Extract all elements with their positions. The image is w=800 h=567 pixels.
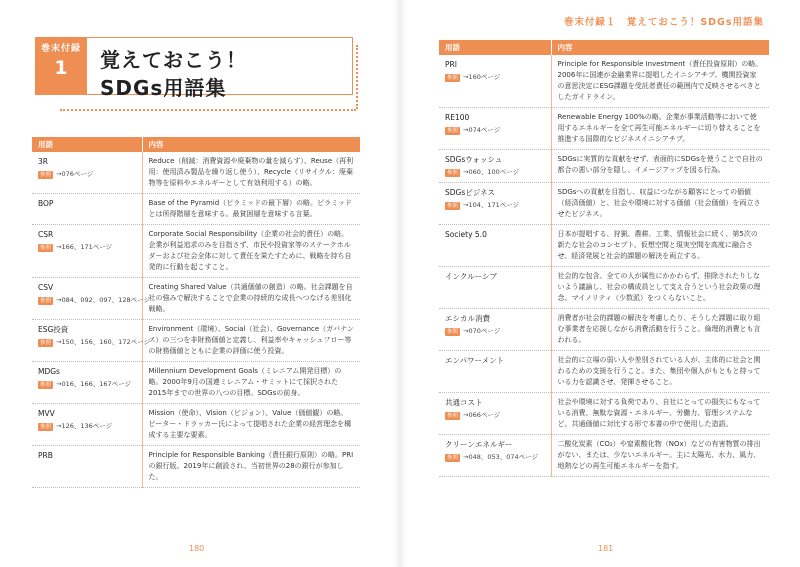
reference-badge: 参照 bbox=[447, 170, 459, 176]
glossary-row bbox=[439, 309, 769, 351]
page-reference bbox=[445, 452, 545, 463]
reference-pages: →160ページ bbox=[463, 73, 501, 81]
page-reference bbox=[445, 167, 545, 178]
term-description: SDGsへの貢献を目指し、収益につながる顧客にとっての価値（経済価値）と、社会や環境に対する価値（社会価値）を両立させたビジネス。 bbox=[557, 188, 761, 218]
glossary-term: エンパワーメント bbox=[445, 356, 505, 365]
reference-badge: 参照 bbox=[40, 382, 52, 388]
glossary-term: Society 5.0 bbox=[445, 230, 487, 239]
glossary-term: CSR bbox=[38, 230, 54, 239]
content-cell bbox=[142, 404, 360, 446]
glossary-row bbox=[32, 278, 360, 320]
content-cell bbox=[551, 150, 769, 183]
reference-pages: →016、166、167ページ bbox=[56, 380, 132, 388]
reference-badge: 参照 bbox=[447, 203, 459, 209]
content-cell bbox=[142, 152, 360, 194]
term-description: Creating Shared Value（共通価値の創造）の略。社会課題を自社の強みで解決することで企業の持続的な成長へつなげる差別化戦略。 bbox=[148, 283, 353, 313]
glossary-row bbox=[32, 320, 360, 362]
term-description: Reduce（削減：消費資源や廃棄物の量を減らす）、Reuse（再利用：使用済み製品を繰り返し使う）、Recycle（リサイクル：廃棄物等を原料やエネルギーとして有効利用する）の略。 bbox=[148, 157, 354, 187]
content-cell bbox=[551, 55, 769, 108]
glossary-row bbox=[32, 404, 360, 446]
reference-badge: 参照 bbox=[447, 455, 459, 461]
page-reference bbox=[38, 337, 150, 348]
page-number-right: 181 bbox=[598, 544, 614, 553]
page-reference bbox=[445, 72, 545, 83]
glossary-rows-left bbox=[32, 152, 360, 488]
running-head: 巻末付録１ 覚えておこう！SDGs用語集 bbox=[563, 17, 764, 28]
glossary-term: エシカル消費 bbox=[445, 314, 490, 323]
term-cell bbox=[32, 194, 142, 225]
term-description: Environment（環境）、Social（社会）、Governance（ガバナンス）の三つを非財務価値と定義し、利益率やキャッシュフロー等の財務価値とともに企業の評価に使う投資。 bbox=[148, 325, 354, 355]
content-cell bbox=[142, 320, 360, 362]
page-reference bbox=[445, 200, 545, 211]
reference-pages: →166、171ページ bbox=[56, 243, 113, 251]
reference-pages: →048、053、074ページ bbox=[463, 453, 539, 461]
page-reference bbox=[38, 295, 150, 306]
term-cell bbox=[439, 309, 551, 351]
reference-badge: 参照 bbox=[447, 128, 459, 134]
term-description: Corporate Social Responsibility（企業の社会的責任）の略。企業が利益追求のみを目指さず、市民や投資家等のステークホルダーおよび社会全体に対して責任を果たすために、戦略を持ち自発的に行動を起こすこと。 bbox=[148, 230, 352, 271]
term-cell bbox=[32, 362, 142, 404]
glossary-row bbox=[439, 435, 769, 477]
glossary-term: ESG投資 bbox=[38, 325, 69, 334]
reference-pages: →084、092、097、128ページ bbox=[56, 296, 150, 304]
glossary-row bbox=[439, 150, 769, 183]
reference-badge: 参照 bbox=[40, 298, 52, 304]
glossary-row bbox=[439, 267, 769, 309]
reference-badge: 参照 bbox=[447, 75, 459, 81]
content-column-header: 内容 bbox=[142, 137, 360, 152]
term-description: SDGsに実質的な貢献をせず、表面的にSDGsを使うことで自社の都合の悪い部分を隠し、イメージアップを図る行為。 bbox=[557, 155, 763, 174]
term-column-header: 用語 bbox=[32, 137, 142, 152]
reference-badge: 参照 bbox=[40, 172, 52, 178]
term-cell bbox=[439, 55, 551, 108]
term-description: 社会や環境に対する負荷であり、自社にとっての損失にもなっている消費、無駄な資源・エネルギー、労働力、管理システムなど。共通価値に対比する形で本書の中で使用した造語。 bbox=[557, 398, 761, 428]
glossary-row bbox=[439, 108, 769, 150]
book-gutter bbox=[394, 0, 406, 567]
page-title-line1: 覚えておこう！ bbox=[100, 48, 247, 72]
term-description: 社会的な包含。全ての人が属性にかかわらず、排除されたりしないよう議論し、社会の構成員として支え合うという社会政策の理念。マイノリティ（少数派）をつくらないこと。 bbox=[557, 272, 761, 302]
page-reference bbox=[445, 125, 545, 136]
glossary-row bbox=[439, 351, 769, 393]
page-reference bbox=[445, 326, 545, 337]
content-cell bbox=[142, 362, 360, 404]
term-cell bbox=[32, 225, 142, 278]
term-cell bbox=[32, 320, 150, 362]
term-cell bbox=[439, 435, 551, 477]
content-cell bbox=[551, 183, 769, 225]
term-cell bbox=[439, 183, 551, 225]
appendix-badge bbox=[35, 37, 87, 95]
page-reference bbox=[38, 242, 136, 253]
term-column-header: 用語 bbox=[439, 40, 551, 55]
term-cell bbox=[439, 150, 551, 183]
term-cell bbox=[439, 225, 551, 267]
content-column-header: 内容 bbox=[551, 40, 769, 55]
reference-badge: 参照 bbox=[447, 413, 459, 419]
dotted-divider-horizontal bbox=[60, 109, 356, 111]
term-description: Principle for Responsible Investment（責任投資原則）の略。2006年に国連が金融業界に提唱したイニシアチブ。機関投資家の意思決定にESG課題を受託者責任の範囲内で反映させるべきとしたガイドライン。 bbox=[557, 60, 763, 101]
glossary-table-left bbox=[32, 137, 360, 488]
reference-pages: →070ページ bbox=[463, 327, 501, 335]
term-cell bbox=[439, 393, 551, 435]
reference-badge: 参照 bbox=[40, 245, 52, 251]
glossary-term: BOP bbox=[38, 199, 54, 208]
reference-pages: →074ページ bbox=[463, 126, 501, 134]
reference-badge: 参照 bbox=[40, 340, 52, 346]
term-cell bbox=[32, 404, 142, 446]
term-description: Mission（使命）、Vision（ビジョン）、Value（価値観）の略。ピーター・ドラッカー氏によって提唱された企業の経営理念を構成する主要な要素。 bbox=[148, 409, 352, 439]
right-page bbox=[400, 0, 800, 567]
content-cell bbox=[142, 446, 360, 488]
page-reference bbox=[38, 169, 136, 180]
term-description: 社会的に立場の弱い人や差別されている人が、主体的に社会と関わるための支援を行うこと。また、集団や個人がもともと持っている力を認識させ、発揮させること。 bbox=[557, 356, 761, 386]
term-cell bbox=[32, 278, 150, 320]
glossary-term: 3R bbox=[38, 157, 48, 166]
glossary-table-right bbox=[439, 40, 769, 477]
glossary-row bbox=[439, 393, 769, 435]
page-number-left: 180 bbox=[189, 544, 205, 553]
reference-pages: →150、156、160、172ページ bbox=[56, 338, 150, 346]
term-cell bbox=[439, 351, 551, 393]
glossary-rows-right bbox=[439, 55, 769, 477]
content-cell bbox=[142, 225, 360, 278]
content-cell bbox=[551, 267, 769, 309]
glossary-row bbox=[32, 362, 360, 404]
content-cell bbox=[142, 194, 360, 225]
page-reference bbox=[445, 410, 545, 421]
glossary-term: 共通コスト bbox=[445, 398, 483, 407]
dotted-divider-vertical bbox=[356, 45, 358, 109]
reference-pages: →066ページ bbox=[463, 411, 501, 419]
content-cell bbox=[551, 309, 769, 351]
glossary-row bbox=[439, 225, 769, 267]
term-description: 日本が提唱する、狩猟、農耕、工業、情報社会に続く、第5次の新たな社会のコンセプト。仮想空間と現実空間を高度に融合させ、経済発展と社会的課題の解決を両立する。 bbox=[557, 230, 758, 260]
content-cell bbox=[551, 351, 769, 393]
term-cell bbox=[439, 108, 551, 150]
glossary-row bbox=[439, 183, 769, 225]
page-reference bbox=[38, 379, 136, 390]
glossary-term: インクルーシブ bbox=[445, 272, 497, 281]
reference-badge: 参照 bbox=[447, 329, 459, 335]
content-cell bbox=[142, 278, 360, 320]
content-cell bbox=[551, 393, 769, 435]
glossary-row bbox=[32, 194, 360, 225]
term-description: 二酸化炭素（CO₂）や窒素酸化物（NOx）などの有害物質の排出がない、または、少ないエネルギー。主に太陽光、水力、風力、地熱などの再生可能エネルギーを指す。 bbox=[557, 440, 761, 470]
term-description: Renewable Energy 100%の略。企業が事業活動等において使用するエネルギーを全て再生可能エネルギーに切り替えることを推進する国際的なビジネスイニシアチブ。 bbox=[557, 113, 761, 143]
glossary-term: CSV bbox=[38, 283, 54, 292]
reference-pages: →104、171ページ bbox=[463, 201, 520, 209]
content-cell bbox=[551, 435, 769, 477]
appendix-number: 1 bbox=[54, 57, 68, 79]
term-cell bbox=[439, 267, 551, 309]
glossary-term: MVV bbox=[38, 409, 55, 418]
page-reference bbox=[38, 421, 136, 432]
glossary-term: SDGsウォッシュ bbox=[445, 155, 503, 164]
reference-badge: 参照 bbox=[40, 424, 52, 430]
term-description: Base of the Pyramid（ピラミッドの最下層）の略。ピラミッドとは所得階層を意味する。最貧困層を意味する言葉。 bbox=[148, 199, 352, 218]
appendix-label: 巻末付録 bbox=[40, 44, 81, 54]
glossary-term: SDGsビジネス bbox=[445, 188, 496, 197]
term-cell bbox=[32, 446, 142, 488]
term-description: Principle for Responsible Banking（責任銀行原則）の略。PRIの銀行版。2019年に創設され、当初世界の28の銀行が参加した。 bbox=[148, 451, 354, 481]
glossary-term: PRI bbox=[445, 60, 457, 69]
reference-pages: →076ページ bbox=[56, 170, 94, 178]
glossary-row bbox=[32, 152, 360, 194]
page-title-line2: SDGs用語集 bbox=[100, 76, 227, 100]
reference-pages: →060、100ページ bbox=[463, 168, 520, 176]
glossary-term: クリーンエネルギー bbox=[445, 440, 513, 449]
term-cell bbox=[32, 152, 142, 194]
content-cell bbox=[551, 225, 769, 267]
term-description: 消費者が社会的課題の解決を考慮したり、そうした課題に取り組む事業者を応援しながら消費活動を行うこと。倫理的消費とも言われる。 bbox=[557, 314, 761, 344]
glossary-row bbox=[32, 446, 360, 488]
glossary-term: PRB bbox=[38, 451, 53, 460]
content-cell bbox=[551, 108, 769, 150]
glossary-term: RE100 bbox=[445, 113, 470, 122]
term-description: Millennium Development Goals（ミレニアム開発目標）の略。2000年9月の国連ミレニアム・サミットにて採択された2015年までの世界の八つの目標。SDGsの前身。 bbox=[148, 367, 342, 397]
glossary-row bbox=[439, 55, 769, 108]
glossary-row bbox=[32, 225, 360, 278]
reference-pages: →126、136ページ bbox=[56, 422, 113, 430]
glossary-term: MDGs bbox=[38, 367, 60, 376]
